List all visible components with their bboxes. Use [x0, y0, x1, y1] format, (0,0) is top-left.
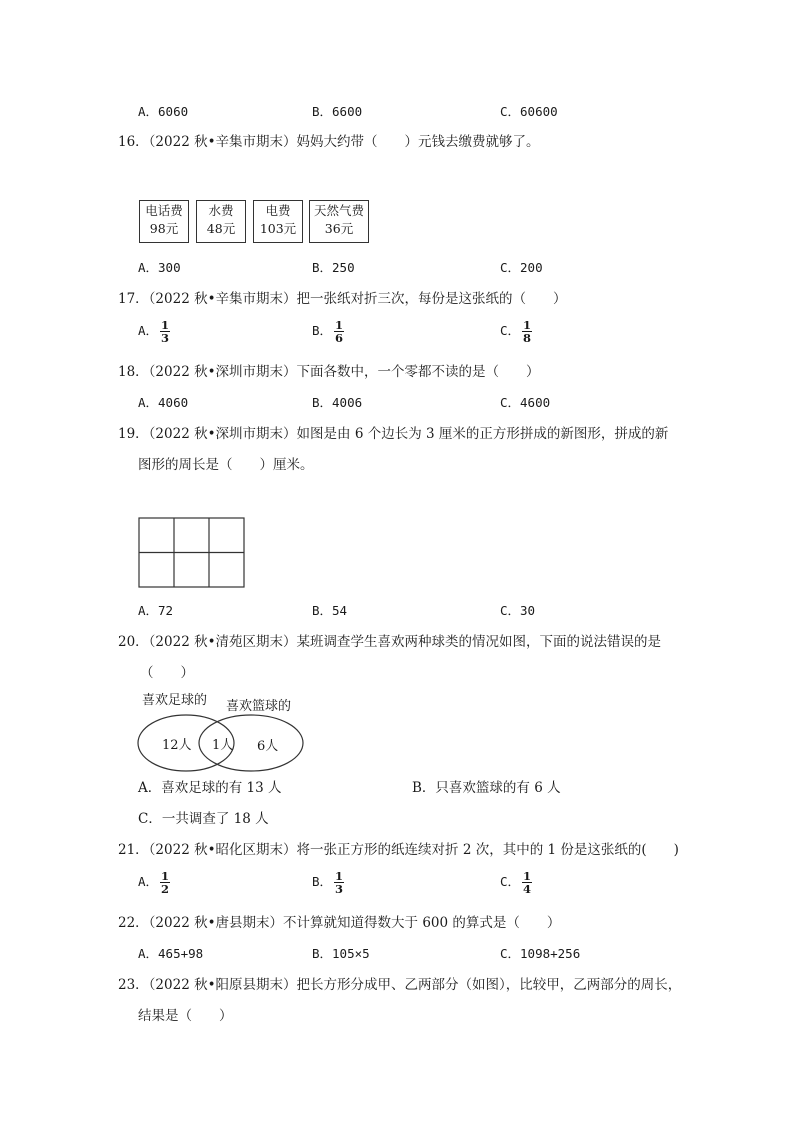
- q20-stem-line2: （ ）: [140, 665, 194, 681]
- q20-option-b: B．只喜欢篮球的有 6 人: [412, 780, 561, 796]
- fraction-numerator: 1: [161, 869, 170, 883]
- q15-option-b: B．6600: [312, 104, 363, 119]
- q21-option-c: [500, 870, 532, 895]
- q16-box-water: [196, 200, 246, 243]
- q16-box-gas-value: 36元: [324, 221, 354, 236]
- fraction-denominator: 3: [335, 882, 344, 896]
- q15-option-c: C．60600: [500, 104, 558, 119]
- q19-grid-figure: [138, 517, 246, 589]
- q17-option-a-fraction: [160, 319, 170, 344]
- fraction-denominator: 6: [335, 331, 344, 345]
- q21-option-a: [138, 870, 170, 895]
- q18-option-c: C．4600: [500, 395, 551, 410]
- q17-option-b-fraction: [334, 319, 344, 344]
- q22-option-a: A．465+98: [138, 946, 204, 961]
- q16-box-gas-name: 天然气费: [313, 203, 364, 218]
- q16-stem: 16．（2022 秋•辛集市期末）妈妈大约带（ ）元钱去缴费就够了。: [118, 134, 540, 150]
- q21-option-c-fraction: [522, 870, 532, 895]
- fraction-numerator: 1: [335, 869, 344, 883]
- venn-left-only: 12人: [162, 738, 192, 753]
- fraction-numerator: 1: [335, 318, 344, 332]
- q21-option-b-letter: B．: [312, 874, 333, 889]
- q16-box-water-name: 水费: [208, 203, 234, 218]
- q16-option-b: B．250: [312, 260, 355, 275]
- venn-right-title: 喜欢篮球的: [226, 699, 292, 714]
- q16-box-gas: [309, 200, 369, 243]
- fraction-denominator: 4: [523, 882, 532, 896]
- q19-stem-line1: 19．（2022 秋•深圳市期末）如图是由 6 个边长为 3 厘米的正方形拼成的新图形，拼成的新: [118, 426, 669, 442]
- venn-right-only: 6人: [257, 739, 279, 754]
- q21-stem: 21．（2022 秋•昭化区期末）将一张正方形的纸连续对折 2 次，其中的 1 份是这张纸的( ): [118, 842, 679, 858]
- q20-option-c: C．一共调查了 18 人: [138, 811, 269, 827]
- fraction-numerator: 1: [161, 318, 170, 332]
- q16-option-a: A．300: [138, 260, 181, 275]
- q16-box-phone-name: 电话费: [145, 203, 183, 218]
- q16-box-electric-name: 电费: [265, 203, 291, 218]
- q18-option-b: B．4006: [312, 395, 363, 410]
- q17-option-b-letter: B．: [312, 323, 333, 338]
- q16-box-electric: [253, 200, 303, 243]
- q16-box-electric-value: 103元: [259, 221, 297, 236]
- q16-box-phone: [139, 200, 189, 243]
- q21-option-a-letter: A．: [138, 874, 159, 889]
- venn-both: 1人: [212, 738, 234, 753]
- q21-option-b: [312, 870, 344, 895]
- q17-option-c-fraction: [522, 319, 532, 344]
- q23-stem-line1: 23．（2022 秋•阳原县期末）把长方形分成甲、乙两部分（如图），比较甲，乙两部分的周长，: [118, 977, 682, 993]
- q21-option-a-fraction: [160, 870, 170, 895]
- q17-option-a-letter: A．: [138, 323, 159, 338]
- q20-option-a: A．喜欢足球的有 13 人: [138, 780, 282, 796]
- fraction-numerator: 1: [523, 318, 532, 332]
- q17-option-c: [500, 319, 532, 344]
- q20-stem-line1: 20．（2022 秋•清苑区期末）某班调查学生喜欢两种球类的情况如图，下面的说法错误的是: [118, 634, 662, 650]
- q21-option-b-fraction: [334, 870, 344, 895]
- q22-stem: 22．（2022 秋•唐县期末）不计算就知道得数大于 600 的算式是（ ）: [118, 915, 561, 931]
- q19-stem-line2: 图形的周长是（ ）厘米。: [138, 457, 314, 473]
- fraction-denominator: 2: [161, 882, 170, 896]
- venn-left-title: 喜欢足球的: [142, 693, 208, 708]
- fraction-denominator: 3: [161, 331, 170, 345]
- q21-option-c-letter: C．: [500, 874, 521, 889]
- q19-option-c: C．30: [500, 603, 536, 618]
- q17-option-b: [312, 319, 344, 344]
- q16-box-water-value: 48元: [206, 221, 236, 236]
- q18-stem: 18．（2022 秋•深圳市期末）下面各数中，一个零都不读的是（ ）: [118, 364, 540, 380]
- q19-option-b: B．54: [312, 603, 348, 618]
- q18-option-a: A．4060: [138, 395, 189, 410]
- q15-option-a: A．6060: [138, 104, 189, 119]
- q16-box-phone-value: 98元: [149, 221, 179, 236]
- q17-option-c-letter: C．: [500, 323, 521, 338]
- q22-option-c: C．1098+256: [500, 946, 581, 961]
- q16-option-c: C．200: [500, 260, 543, 275]
- q17-stem: 17．（2022 秋•辛集市期末）把一张纸对折三次，每份是这张纸的（ ）: [118, 291, 567, 307]
- q22-option-b: B．105×5: [312, 946, 370, 961]
- fraction-numerator: 1: [523, 869, 532, 883]
- fraction-denominator: 8: [523, 331, 532, 345]
- q17-option-a: [138, 319, 170, 344]
- q19-option-a: A．72: [138, 603, 174, 618]
- q23-stem-line2: 结果是（ ）: [138, 1008, 233, 1024]
